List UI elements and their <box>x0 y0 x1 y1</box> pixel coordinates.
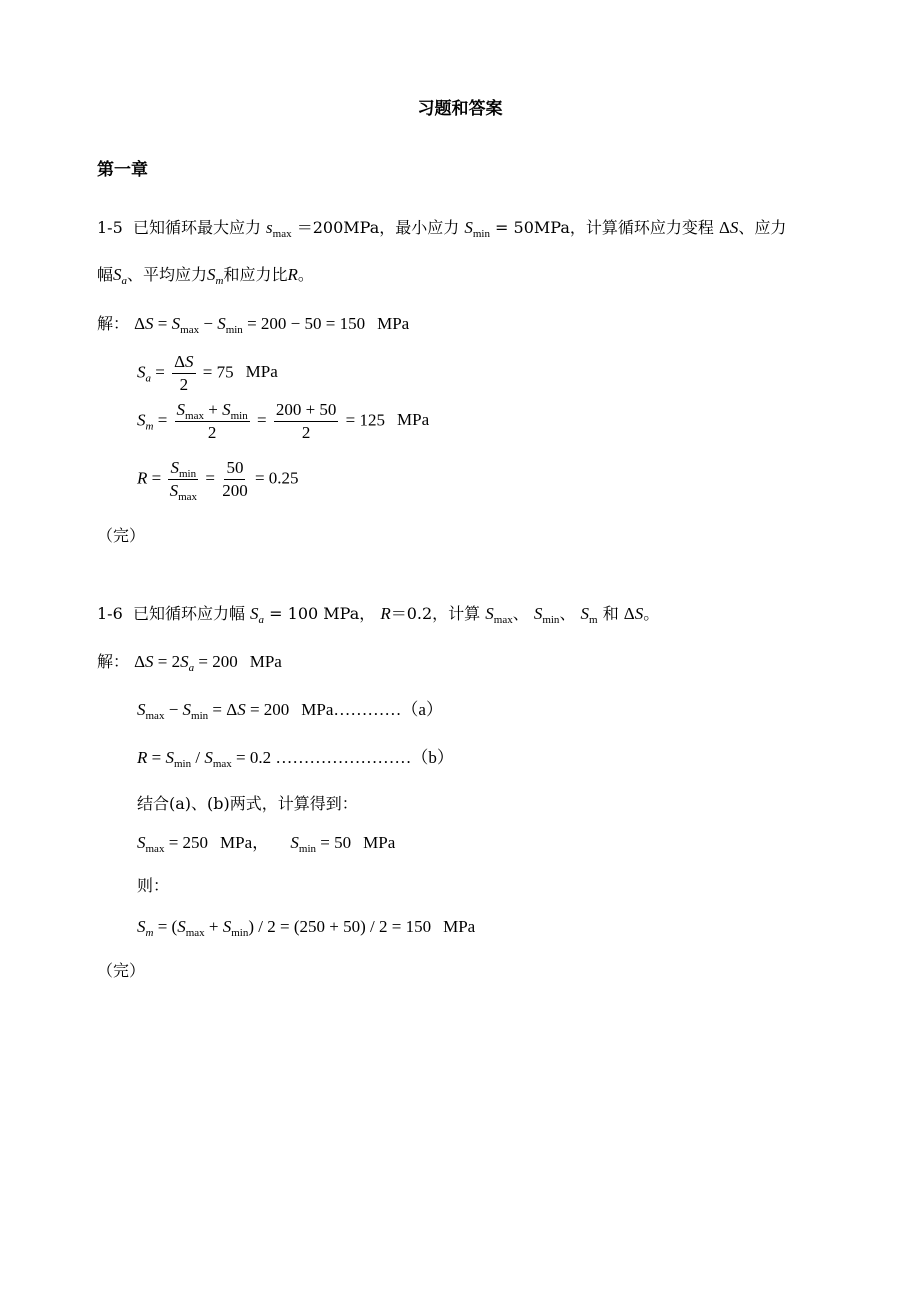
problem-1-5-line-1: 1-5 已知循环最大应力 $s_{max} =200MPa$，最小应力 $S_{min} = 50MPa$，计算循环应力变程 ΔS、应力 <box>97 218 787 240</box>
solution-1-6-eq1: 解： $\Delta S = 2S_a = 200$ MPa <box>97 652 282 674</box>
solution-1-5-eq1: 解： $\Delta S = S_{max} - S_{min} = 200 - 50 = 150$ MPa <box>97 314 410 336</box>
problem-1-5-line-2: 幅$S_a$、平均应力$S_m$和应力比R。 <box>97 265 314 287</box>
solution-1-5-eq2: $S_a$ = $\frac{\Delta S}{2}$ = 75 MPa <box>137 352 278 394</box>
solution-1-6-eq2: $S_{max} - S_{min} = \Delta S = 200$ MPa…………（a） <box>137 700 443 722</box>
chapter-heading: 第一章 <box>97 160 148 180</box>
page-title: 习题和答案 <box>417 99 503 119</box>
solution-1-6-then: 则： <box>137 876 170 895</box>
solution-1-6-eq3: $R = S_{min} / S_{max} = 0.2$ ……………………（b） <box>137 748 454 770</box>
solution-1-6-final: $S_m = (S_{max} + S_{min}) / 2 = (250 + 50) / 2 = 150$ MPa <box>137 917 476 939</box>
solution-1-6-results: $S_{max} = 250$ MPa， $S_{min} = 50$ MPa <box>137 833 396 855</box>
problem-1-6-line: 1-6 已知循环应力幅 $S_a = 100$ MPa， R＝0.2，计算 $S_{max}$、 $S_{min}$、 $S_m$ 和 ΔS。 <box>97 604 660 626</box>
solution-1-6-combine: 结合(a)、(b)两式，计算得到： <box>137 794 358 813</box>
solution-1-5-end: （完） <box>97 526 146 545</box>
solution-1-5-eq4: R = $\frac{S_{min}}{S_{max}}$ = $\frac{50}{200}$ = 0.25 <box>137 458 299 503</box>
solution-1-5-eq3: $S_m$ = $\frac{S_{max} + S_{min}}{2}$ = $\frac{200 + 50}{2}$ = 125 MPa <box>137 400 430 442</box>
solution-1-6-end: （完） <box>97 961 146 980</box>
